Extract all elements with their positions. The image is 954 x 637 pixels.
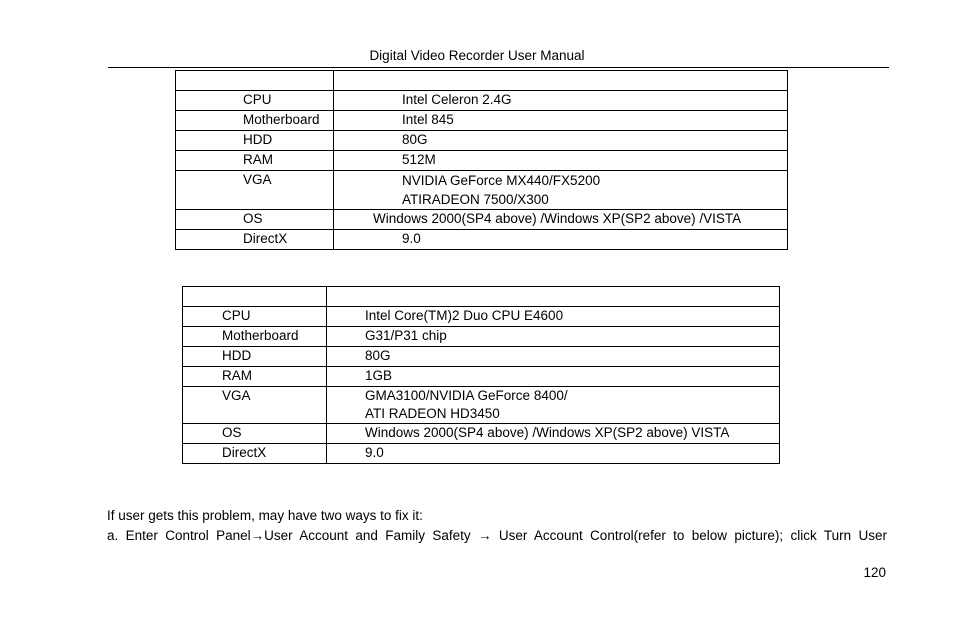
table-cell-label: DirectX [176, 230, 334, 250]
table-cell-value: 9.0 [334, 230, 788, 250]
table-cell-value [334, 171, 788, 210]
table-cell-label: CPU [183, 307, 327, 327]
table-cell-label [176, 71, 334, 91]
table-cell-label [183, 287, 327, 307]
page-header-title: Digital Video Recorder User Manual [369, 48, 585, 63]
table-cell-label: VGA [176, 171, 334, 210]
spec-table-1 [175, 70, 788, 250]
table-cell-value: Intel Core(TM)2 Duo CPU E4600 [327, 307, 780, 327]
table-cell-value: Intel 845 [334, 111, 788, 131]
table-cell-label: Motherboard [183, 327, 327, 347]
step-a-part2: User Account and Family Safety [264, 528, 478, 543]
table-row [176, 230, 788, 250]
table-row [176, 91, 788, 111]
table-cell-value-line2: ATIRADEON 7500/X300 [402, 192, 549, 207]
table-row [183, 307, 780, 327]
table-cell-value: 80G [327, 347, 780, 367]
table-cell-value-line1: GMA3100/NVIDIA GeForce 8400/ [365, 388, 568, 403]
table-cell-value [327, 387, 780, 424]
table-cell-value [334, 71, 788, 91]
table-cell-label: CPU [176, 91, 334, 111]
table-cell-value: Windows 2000(SP4 above) /Windows XP(SP2 above) /VISTA [334, 210, 788, 230]
table-cell-value: G31/P31 chip [327, 327, 780, 347]
table-cell-value: 9.0 [327, 444, 780, 464]
table-cell-label: HDD [176, 131, 334, 151]
table-cell-label: RAM [183, 367, 327, 387]
step-a-part1: a. Enter Control Panel [107, 528, 251, 543]
header-rule [108, 67, 889, 68]
table-row [176, 111, 788, 131]
arrow-right-icon: → [477, 528, 492, 543]
table-cell-value: 80G [334, 131, 788, 151]
table-row [183, 367, 780, 387]
spec-table-2 [182, 286, 780, 464]
table-cell-label: OS [183, 424, 327, 444]
table-cell-value: 512M [334, 151, 788, 171]
table-cell-value-line1: NVIDIA GeForce MX440/FX5200 [402, 173, 601, 188]
body-paragraph-intro: If user gets this problem, may have two ways to fix it: [107, 508, 423, 523]
table-row [183, 424, 780, 444]
table-row [183, 287, 780, 307]
table-cell-label: HDD [183, 347, 327, 367]
step-a-part3: User Account Control(refer to below picture); click Turn User [491, 528, 887, 543]
table-cell-label: RAM [176, 151, 334, 171]
table-row [176, 71, 788, 91]
table-row [183, 327, 780, 347]
table-cell-label: OS [176, 210, 334, 230]
table-row [183, 387, 780, 424]
table-row [176, 151, 788, 171]
table-row [176, 171, 788, 210]
table-row [183, 444, 780, 464]
table-cell-value [327, 287, 780, 307]
table-row [183, 347, 780, 367]
table-cell-value: Intel Celeron 2.4G [334, 91, 788, 111]
body-paragraph-step-a [107, 528, 887, 543]
table-cell-label: Motherboard [176, 111, 334, 131]
table-row [176, 210, 788, 230]
page-number: 120 [863, 565, 886, 580]
table-cell-value: 1GB [327, 367, 780, 387]
table-row [176, 131, 788, 151]
table-cell-label: VGA [183, 387, 327, 424]
table-cell-value: Windows 2000(SP4 above) /Windows XP(SP2 above) VISTA [327, 424, 780, 444]
arrow-right-icon: → [250, 528, 265, 543]
table-cell-label: DirectX [183, 444, 327, 464]
table-cell-value-line2: ATI RADEON HD3450 [365, 406, 500, 421]
